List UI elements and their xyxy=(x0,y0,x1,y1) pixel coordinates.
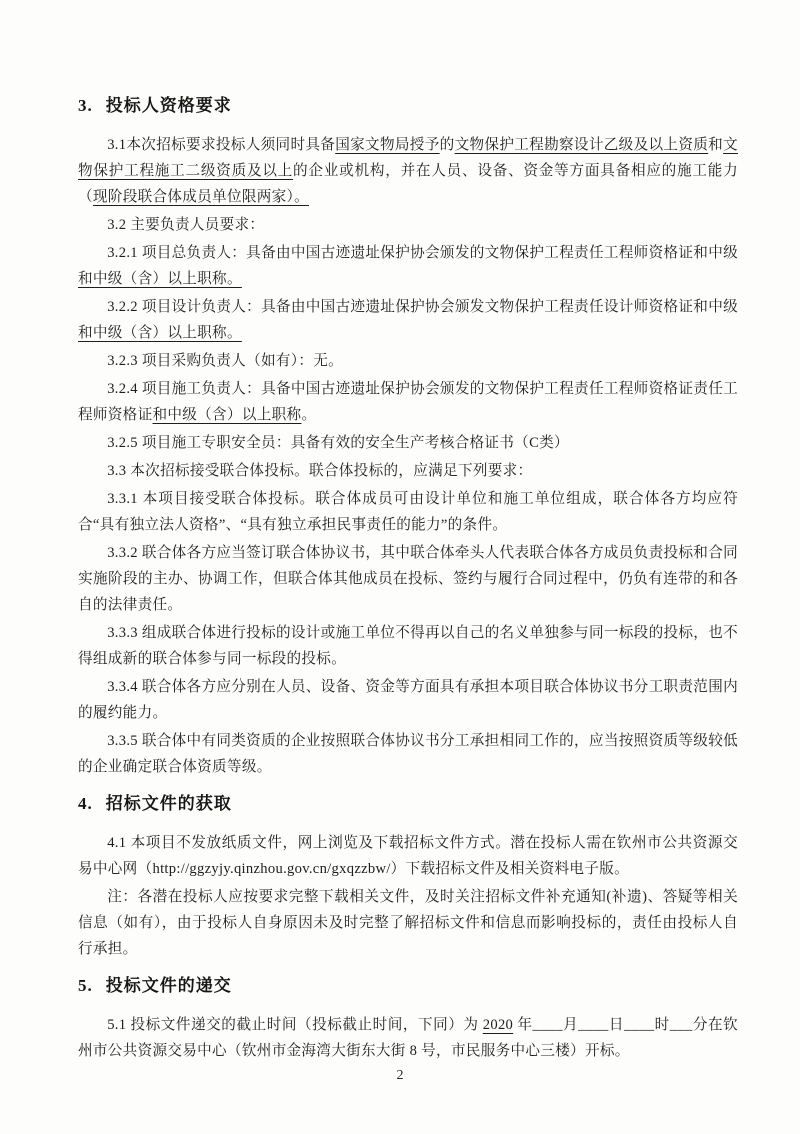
document-content xyxy=(78,94,738,1064)
body-text: 4.1 本项目不发放纸质文件，网上浏览及下载招标文件方式。潜在投标人需在钦州市公共资源交易中心网（http://ggzyjy.qinzhou.gov.cn/gxqzzbw/）下载招标文件及相关资料电子版。 xyxy=(78,835,738,877)
underlined-text: 文物保护工程勘察设计乙级及以上资质 xyxy=(454,137,709,153)
paragraph-3-2-2 xyxy=(78,294,738,346)
body-text: 的 xyxy=(439,137,455,153)
body-text: 3.1本次招标要求投标人须同时具备 xyxy=(107,137,336,153)
page-number: 2 xyxy=(396,1068,404,1083)
body-text: 分在钦州市公共资源交易中心（钦州市金海湾大街东大街 8 号，市民服务中心三楼）开标。 xyxy=(78,1017,738,1059)
body-text: ___ xyxy=(669,1017,693,1033)
section-heading-4 xyxy=(78,792,738,816)
body-text: 月 xyxy=(562,1017,579,1033)
paragraph-3-3-3 xyxy=(78,620,738,672)
body-text: 3.2.1 项目总负责人：具备由中国古迹遗址保护协会颁发的文物保护工程责任工程师资格证和中级 xyxy=(107,245,738,261)
body-text: 3.3.5 联合体中有同类资质的企业按照联合体协议书分工承担相同工作的，应当按照资质等级较低的企业确定联合体资质等级。 xyxy=(78,733,738,775)
underlined-text: 现阶段联合体成员单位限两家）。 xyxy=(92,189,310,205)
paragraph-3-2 xyxy=(78,212,738,238)
underlined-text: 和中级（含）以上职称 xyxy=(152,407,302,423)
body-text: 5.1 投标文件递交的截止时间（投标截止时间，下同）为 xyxy=(107,1017,483,1033)
heading-number: 3. xyxy=(78,96,93,115)
body-text: 的企业或机构，并在人员、设备、资金等方面具备相应的施工能力（ xyxy=(78,163,739,205)
underlined-text: 和中级（含）以上职称。 xyxy=(78,325,242,341)
paragraph-3-2-1 xyxy=(78,240,738,292)
body-text: 3.2.3 项目采购负责人（如有）：无。 xyxy=(107,353,344,369)
section-heading-5 xyxy=(78,974,738,998)
body-text: 3.3.2 联合体各方应当签订联合体协议书，其中联合体牵头人代表联合体各方成员负责投标和合同实施阶段的主办、协调工作，但联合体其他成员在投标、签约与履行合同过程中，仍负有连带的和各自的法律责任。 xyxy=(78,545,738,613)
underlined-text: 2020 xyxy=(482,1017,514,1033)
body-text: ____ xyxy=(532,1017,563,1033)
heading-title: 投标文件的递交 xyxy=(105,976,232,995)
paragraph-3-2-3 xyxy=(78,348,738,374)
underlined-text: 和中级（含）以上职称。 xyxy=(78,271,242,287)
heading-number: 4. xyxy=(78,794,93,813)
body-text: 日 xyxy=(608,1017,625,1033)
paragraph-3-2-4 xyxy=(78,376,738,428)
section-heading-3 xyxy=(78,94,738,118)
paragraph-3-1 xyxy=(78,132,738,210)
underlined-text: 国家文物局授予 xyxy=(335,137,440,153)
body-text: 注：各潜在投标人应按要求完整下载相关文件，及时关注招标文件补充通知(补遗)、答疑等相关信息（如有），由于投标人自身原因未及时完整了解招标文件和信息而影响投标的，责任由投标人自行承担。 xyxy=(78,889,738,957)
body-text: 3.3.1 本项目接受联合体投标。联合体成员可由设计单位和施工单位组成，联合体各方均应符合“具有独立法人资格”、“具有独立承担民事责任的能力”的条件。 xyxy=(78,491,738,533)
body-text: 3.3 本次招标接受联合体投标。联合体投标的，应满足下列要求： xyxy=(107,463,533,479)
heading-number: 5. xyxy=(78,976,93,995)
paragraph-3-3-2 xyxy=(78,540,738,618)
heading-title: 招标文件的获取 xyxy=(105,794,232,813)
body-text: 。 xyxy=(301,407,317,423)
body-text: ____ xyxy=(578,1017,609,1033)
paragraph-4-1 xyxy=(78,830,738,882)
paragraph-5-1 xyxy=(78,1012,738,1064)
paragraph-3-3-5 xyxy=(78,728,738,780)
body-text: 3.3.4 联合体各方应分别在人员、设备、资金等方面具有承担本项目联合体协议书分工职责范围内的履约能力。 xyxy=(78,679,738,721)
body-text: 时 xyxy=(654,1017,670,1033)
body-text: 3.2.2 项目设计负责人：具备由中国古迹遗址保护协会颁发文物保护工程责任设计师资格证和中级 xyxy=(107,299,738,315)
body-text: ____ xyxy=(624,1017,655,1033)
paragraph-note xyxy=(78,884,738,962)
heading-title: 投标人资格要求 xyxy=(105,96,232,115)
paragraph-3-2-5 xyxy=(78,430,738,456)
underlined-text: 文物保护工程施工二级资质及以上 xyxy=(78,137,738,179)
body-text: 3.2.5 项目施工专职安全员：具备有效的安全生产考核合格证书（C类） xyxy=(107,435,569,451)
body-text: 和 xyxy=(708,137,724,153)
paragraph-3-3-1 xyxy=(78,486,738,538)
body-text: 3.2.4 项目施工负责人：具备中国古迹遗址保护协会颁发的文物保护工程责任工程师资格证责任工程师资格证 xyxy=(78,381,738,423)
paragraph-3-3-4 xyxy=(78,674,738,726)
body-text: 年 xyxy=(513,1017,533,1033)
body-text: 3.3.3 组成联合体进行投标的设计或施工单位不得再以自己的名义单独参与同一标段的投标，也不得组成新的联合体参与同一标段的投标。 xyxy=(78,625,738,667)
body-text: 3.2 主要负责人员要求： xyxy=(107,217,265,233)
paragraph-3-3 xyxy=(78,458,738,484)
